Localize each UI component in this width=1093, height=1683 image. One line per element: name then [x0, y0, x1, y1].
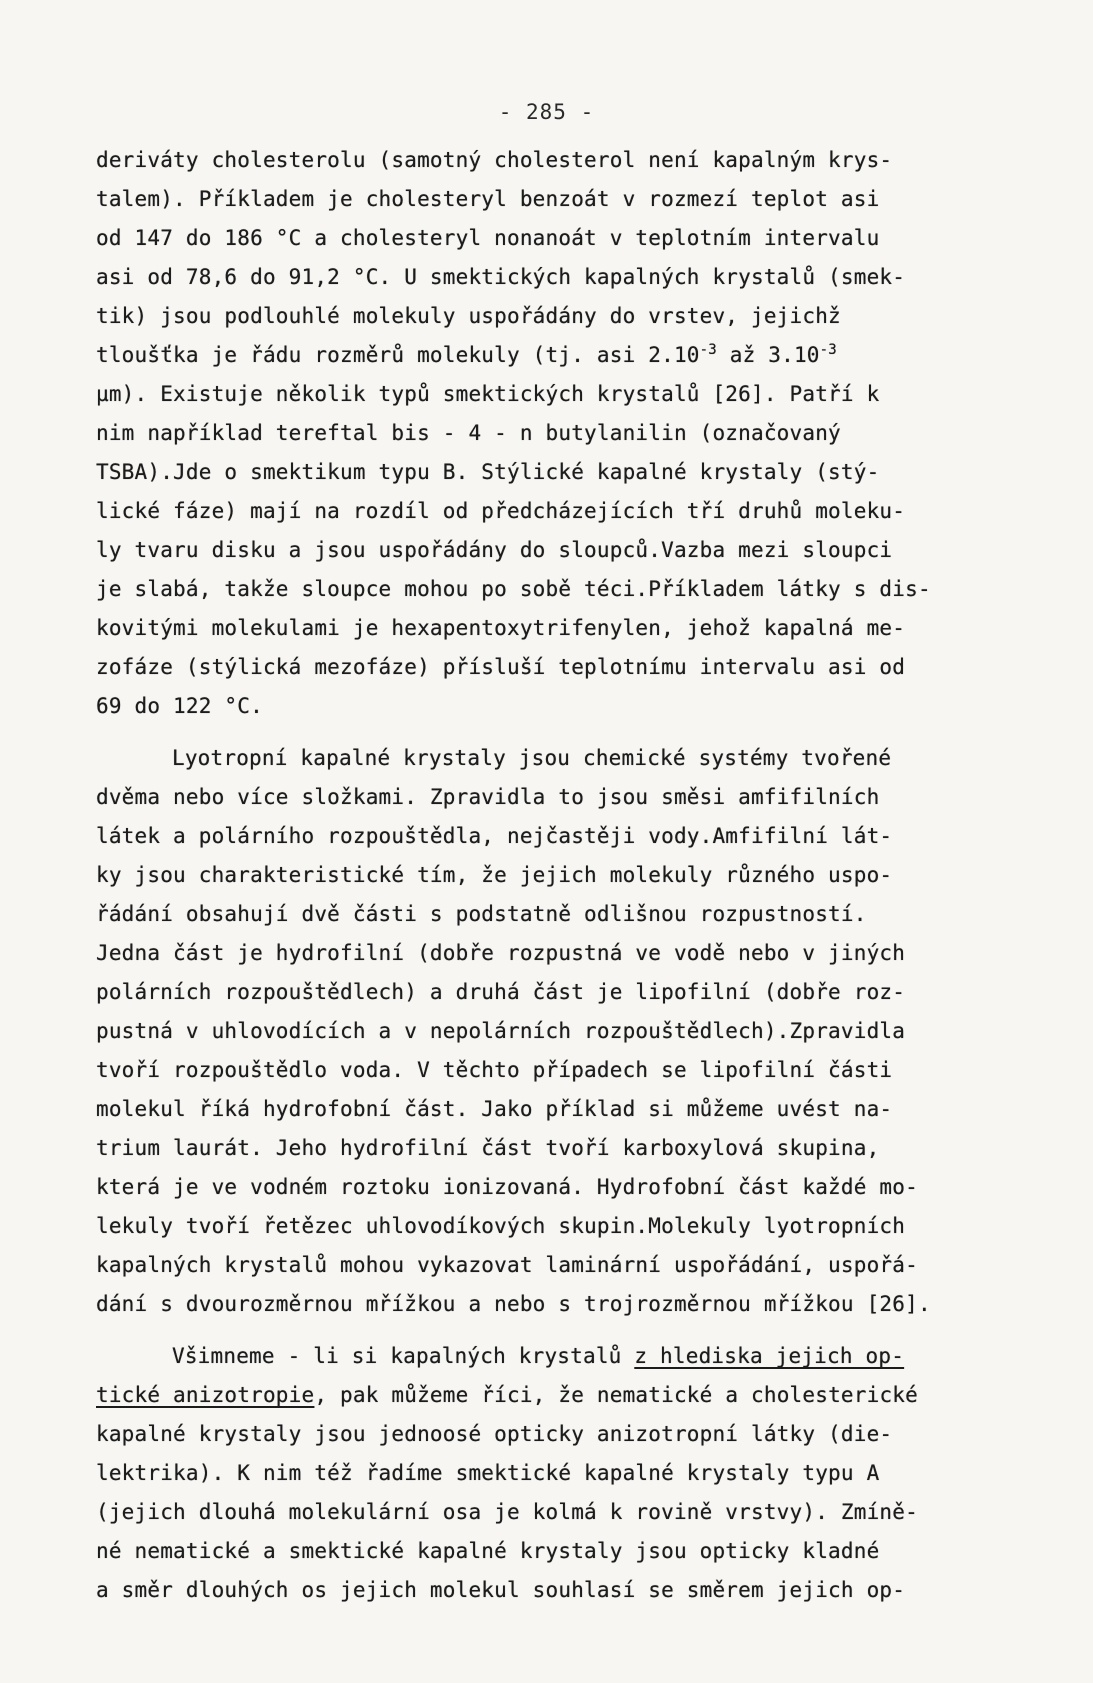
text-line: dání s dvourozměrnou mřížkou a nebo s trojrozměrnou mřížkou [26]. [96, 1292, 931, 1316]
text-line: ky jsou charakteristické tím, že jejich molekuly různého uspo- [96, 863, 893, 887]
text-line: deriváty cholesterolu (samotný cholesterol není kapalným krys- [96, 148, 893, 172]
text-line: TSBA).Jde o smektikum typu B. Stýlické kapalné krystaly (stý- [96, 460, 880, 484]
text-line: tvoří rozpouštědlo voda. V těchto případech se lipofilní části [96, 1058, 893, 1082]
text-line: 69 do 122 °C. [96, 694, 263, 718]
text-line: dvěma nebo více složkami. Zpravidla to jsou směsi amfifilních [96, 785, 880, 809]
text-line: od 147 do 186 °C a cholesteryl nonanoát v teplotním intervalu [96, 226, 880, 250]
text-line: pustná v uhlovodících a v nepolárních rozpouštědlech).Zpravidla [96, 1019, 906, 1043]
text-fragment: tloušťka je řádu rozměrů molekuly (tj. asi 2.10 [96, 343, 700, 367]
text-line: látek a polárního rozpouštědla, nejčastěji vody.Amfifilní lát- [96, 824, 893, 848]
exponent: -3 [699, 342, 717, 358]
text-line: zofáze (stýlická mezofáze) přísluší teplotnímu intervalu asi od [96, 655, 906, 679]
text-line: která je ve vodném roztoku ionizovaná. Hydrofobní část každé mo- [96, 1175, 918, 1199]
text-fragment: , pak můžeme říci, že nematické a cholesterické [314, 1383, 918, 1407]
text-line [96, 1375, 1036, 1415]
text-line: tik) jsou podlouhlé molekuly uspořádány do vrstev, jejichž [96, 304, 841, 328]
text-line: né nematické a smektické kapalné krystaly jsou opticky kladné [96, 1539, 880, 1563]
text-line: µm). Existuje několik typů smektických krystalů [26]. Patří k [96, 382, 880, 406]
paragraph-first-line [172, 1336, 1036, 1376]
exponent: -3 [819, 342, 837, 358]
text-line: řádání obsahují dvě části s podstatně odlišnou rozpustností. [96, 902, 867, 926]
text-line: trium laurát. Jeho hydrofilní část tvoří karboxylová skupina, [96, 1136, 880, 1160]
text-line: ly tvaru disku a jsou uspořádány do sloupců.Vazba mezi sloupci [96, 538, 893, 562]
text-line: (jejich dlouhá molekulární osa je kolmá k rovině vrstvy). Zmíně- [96, 1500, 918, 1524]
text-line [96, 335, 1036, 375]
text-line: kapalné krystaly jsou jednoosé opticky anizotropní látky (die- [96, 1422, 893, 1446]
text-line: Jedna část je hydrofilní (dobře rozpustná ve vodě nebo v jiných [96, 941, 906, 965]
page-number: - 285 - [498, 100, 595, 124]
text-line: molekul říká hydrofobní část. Jako příklad si můžeme uvést na- [96, 1097, 893, 1121]
text-line: asi od 78,6 do 91,2 °C. U smektických kapalných krystalů (smek- [96, 265, 906, 289]
text-fragment: Všimneme - li si kapalných krystalů [172, 1344, 635, 1368]
text-line: nim například tereftal bis - 4 - n butylanilin (označovaný [96, 421, 841, 445]
underlined-text: tické anizotropie [96, 1383, 315, 1407]
text-line: kapalných krystalů mohou vykazovat laminární uspořádání, uspořá- [96, 1253, 918, 1277]
text-line: je slabá, takže sloupce mohou po sobě téci.Příkladem látky s dis- [96, 577, 931, 601]
text-line: talem). Příkladem je cholesteryl benzoát v rozmezí teplot asi [96, 187, 880, 211]
underlined-text: z hlediska jejich op- [634, 1344, 905, 1368]
text-line: lekuly tvoří řetězec uhlovodíkových skupin.Molekuly lyotropních [96, 1214, 906, 1238]
text-line: lektrika). K nim též řadíme smektické kapalné krystaly typu A [96, 1461, 880, 1485]
text-line: lické fáze) mají na rozdíl od předcházejících tří druhů moleku- [96, 499, 906, 523]
text-fragment: až 3.10 [716, 343, 820, 367]
text-line: kovitými molekulami je hexapentoxytrifenylen, jehož kapalná me- [96, 616, 906, 640]
paragraph-first-line: Lyotropní kapalné krystaly jsou chemické systémy tvořené [172, 746, 892, 770]
text-line: polárních rozpouštědlech) a druhá část je lipofilní (dobře roz- [96, 980, 906, 1004]
text-line: a směr dlouhých os jejich molekul souhlasí se směrem jejich op- [96, 1578, 906, 1602]
